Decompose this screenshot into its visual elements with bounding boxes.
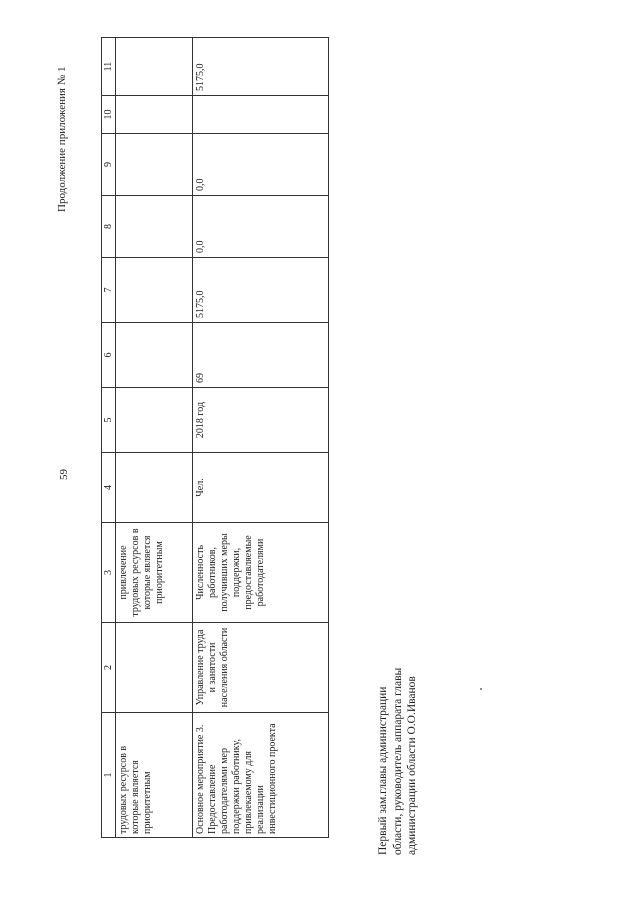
column-header: 3: [102, 523, 116, 623]
table-header-row: [102, 38, 116, 838]
table-cell: [193, 96, 329, 134]
table-cell: 0,0: [193, 134, 329, 196]
data-table: [101, 37, 329, 838]
column-header: 4: [102, 453, 116, 523]
column-header: 10: [102, 96, 116, 134]
table-cell: [116, 388, 193, 453]
table-cell: Чел.: [193, 453, 329, 523]
table-cell: Основное мероприятие 3. Предоставление работодателями мер поддержки работнику, привлекаемому для реализации инвестиционного проекта: [193, 713, 329, 838]
table-cell: [116, 323, 193, 388]
table-cell: Численность работников, получивших меры поддержки, предоставляемые работодателями: [193, 523, 329, 623]
table-cell: 2018 год: [193, 388, 329, 453]
column-header: 6: [102, 323, 116, 388]
table-cell: [116, 96, 193, 134]
column-header: 1: [102, 713, 116, 838]
column-header: 7: [102, 258, 116, 323]
column-header: 5: [102, 388, 116, 453]
table-row: [193, 38, 329, 838]
table-cell: 0,0: [193, 196, 329, 258]
column-header: 8: [102, 196, 116, 258]
table-cell: [116, 453, 193, 523]
data-table-container: [101, 38, 329, 838]
signature-line: области, руководитель аппарата главы: [391, 667, 404, 855]
table-cell: трудовых ресурсов в которые является приоритетным: [116, 713, 193, 838]
table-row: [116, 38, 193, 838]
table-cell: Управление труда и занятости населения области: [193, 623, 329, 713]
column-header: 11: [102, 38, 116, 96]
scan-speck: [480, 688, 482, 690]
column-header: 2: [102, 623, 116, 713]
table-cell: 5175,0: [193, 258, 329, 323]
signature-block: [376, 668, 420, 855]
table-cell: [116, 196, 193, 258]
signature-line: администрации области О.О.Иванов: [406, 676, 418, 855]
table-cell: 69: [193, 323, 329, 388]
table-cell: [116, 258, 193, 323]
table-cell: [116, 134, 193, 196]
table-cell: привлечение трудовых ресурсов в которые является приоритетным: [116, 523, 193, 623]
signature-line: Первый зам.главы администрации: [377, 686, 389, 855]
table-cell: 5175,0: [193, 38, 329, 96]
table-cell: [116, 623, 193, 713]
table-cell: [116, 38, 193, 96]
appendix-title: Продолжение приложения № 1: [56, 66, 68, 212]
column-header: 9: [102, 134, 116, 196]
page-number: 59: [58, 469, 70, 480]
